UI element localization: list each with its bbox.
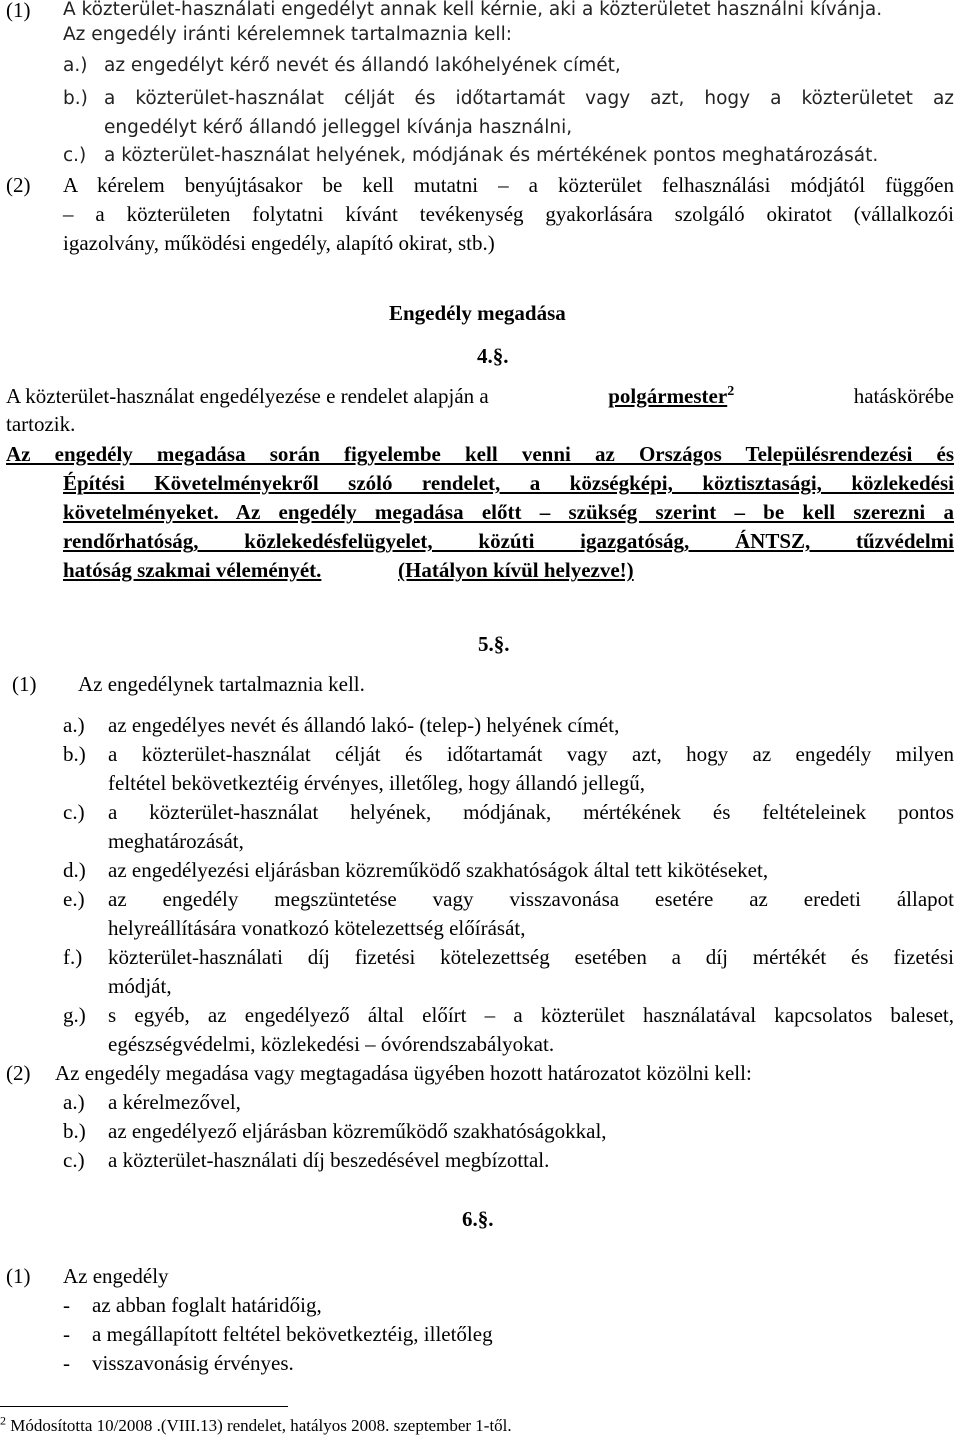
repealed-text: rendőrhatóság, közlekedésfelügyelet, közúti igazgatóság, ÁNTSZ, tűzvédelmi <box>63 529 954 553</box>
paragraph-text: A közterület-használat engedélyezése e rendelet alapján a <box>6 384 489 408</box>
repealed-note: (Hatályon kívül helyezve!) <box>398 558 634 582</box>
list-item-text: s egyéb, az engedélyező által előírt – a közterület használatával kapcsolatos baleset, <box>108 1003 954 1027</box>
footnote-number: 2 <box>0 1413 6 1428</box>
repealed-text: hatóság szakmai véleményét. <box>63 558 322 582</box>
paragraph-text: igazolvány, működési engedély, alapító okirat, stb.) <box>63 231 495 255</box>
list-label: c.) <box>63 145 87 166</box>
list-label: b.) <box>63 88 88 109</box>
list-label: e.) <box>63 887 85 911</box>
list-item-text: engedélyt kérő állandó jelleggel kívánja használni, <box>104 117 573 138</box>
list-item-text: a közterület-használat helyének, módjának, mértékének és feltételeinek pontos <box>108 800 954 824</box>
list-item-text: az engedélyező eljárásban közreműködő szakhatóságokkal, <box>108 1119 607 1143</box>
list-item-text: a közterület-használat helyének, módjának és mértékének pontos meghatározását. <box>104 145 879 166</box>
list-label: a.) <box>63 1090 85 1114</box>
section-number: 5.§. <box>478 632 510 656</box>
paragraph-text: A közterület-használati engedélyt annak kell kérnie, aki a közterületet használni kívánja. <box>63 0 883 20</box>
paragraph-text: Az engedély iránti kérelemnek tartalmaznia kell: <box>63 24 512 45</box>
list-label: a.) <box>63 55 88 76</box>
list-label: g.) <box>63 1003 86 1027</box>
list-item-text: a közterület-használati díj beszedésével megbízottal. <box>108 1148 550 1172</box>
paragraph-number: (1) <box>12 672 37 696</box>
list-item-text: feltétel bekövetkeztéig érvényes, illetőleg, hogy állandó jellegű, <box>108 771 646 795</box>
footnote-separator <box>0 1406 288 1407</box>
list-label: b.) <box>63 742 86 766</box>
paragraph-text: hatáskörébe <box>853 384 954 408</box>
paragraph-number: (2) <box>6 1061 31 1085</box>
footnote-text: Módosította 10/2008 .(VIII.13) rendelet, hatályos 2008. szeptember 1-től. <box>10 1416 512 1435</box>
paragraph-text: Az engedélynek tartalmaznia kell. <box>78 672 365 696</box>
list-label: f.) <box>63 945 83 969</box>
list-item-text: közterület-használati díj fizetési kötelezettség esetében a díj mértékét és fizetési <box>108 945 954 969</box>
list-item-text: a közterület-használat célját és időtartamát vagy azt, hogy a közterületet az <box>104 88 954 109</box>
list-item-text: az engedélyes nevét és állandó lakó- (telep-) helyének címét, <box>108 713 620 737</box>
list-label: d.) <box>63 858 86 882</box>
dash-marker: - <box>63 1293 70 1317</box>
footnote-marker: 2 <box>727 384 735 399</box>
paragraph-number: (1) <box>6 0 31 22</box>
list-item-text: a közterület-használat célját és időtartamát vagy azt, hogy az engedély milyen <box>108 742 954 766</box>
list-item-text: az engedély megszüntetése vagy visszavonása esetére az eredeti állapot <box>108 887 954 911</box>
paragraph-text: Az engedély <box>63 1264 169 1288</box>
list-label: c.) <box>63 1148 85 1172</box>
list-label: c.) <box>63 800 85 824</box>
list-item-text: a kérelmezővel, <box>108 1090 241 1114</box>
paragraph-text: – a közterületen folytatni kívánt tevékenység gyakorlására szolgáló okiratot (vállalkozói <box>63 202 954 226</box>
repealed-text: Az engedély megadása során figyelembe kell venni az Országos Településrendezési és <box>6 442 954 466</box>
footnote <box>0 1413 512 1436</box>
list-label: b.) <box>63 1119 86 1143</box>
dash-item-text: a megállapított feltétel bekövetkeztéig, illetőleg <box>92 1322 493 1346</box>
paragraph-line <box>6 382 954 410</box>
list-item-text: módját, <box>108 974 172 998</box>
dash-item-text: az abban foglalt határidőig, <box>92 1293 322 1317</box>
repealed-text: követelményeket. Az engedély megadása előtt – szükség szerint – be kell szerezni a <box>63 500 954 524</box>
dash-marker: - <box>63 1351 70 1375</box>
dash-item-text: visszavonásig érvényes. <box>92 1351 294 1375</box>
paragraph-text: tartozik. <box>6 412 76 436</box>
paragraph-text: Az engedély megadása vagy megtagadása ügyében hozott határozatot közölni kell: <box>55 1061 752 1085</box>
list-item-text: az engedélyezési eljárásban közreműködő szakhatóságok által tett kikötéseket, <box>108 858 769 882</box>
list-item-text: az engedélyt kérő nevét és állandó lakóhelyének címét, <box>104 55 621 76</box>
section-heading: Engedély megadása <box>389 301 566 325</box>
repealed-text: Építési Követelményekről szóló rendelet, a községképi, köztisztasági, közlekedési <box>63 471 954 495</box>
paragraph-number: (2) <box>6 173 31 197</box>
paragraph-number: (1) <box>6 1264 31 1288</box>
list-item-text: helyreállítására vonatkozó kötelezettség előírását, <box>108 916 526 940</box>
list-item-text: meghatározását, <box>108 829 244 853</box>
paragraph-text: A kérelem benyújtásakor be kell mutatni – a közterület felhasználási módjától függően <box>63 173 954 197</box>
authority-link-text: polgármester <box>608 384 728 408</box>
authority-reference <box>608 382 734 410</box>
section-number: 6.§. <box>462 1207 494 1231</box>
section-number: 4.§. <box>477 344 509 368</box>
dash-marker: - <box>63 1322 70 1346</box>
list-label: a.) <box>63 713 85 737</box>
list-item-text: egészségvédelmi, közlekedési – óvórendszabályokat. <box>108 1032 555 1056</box>
